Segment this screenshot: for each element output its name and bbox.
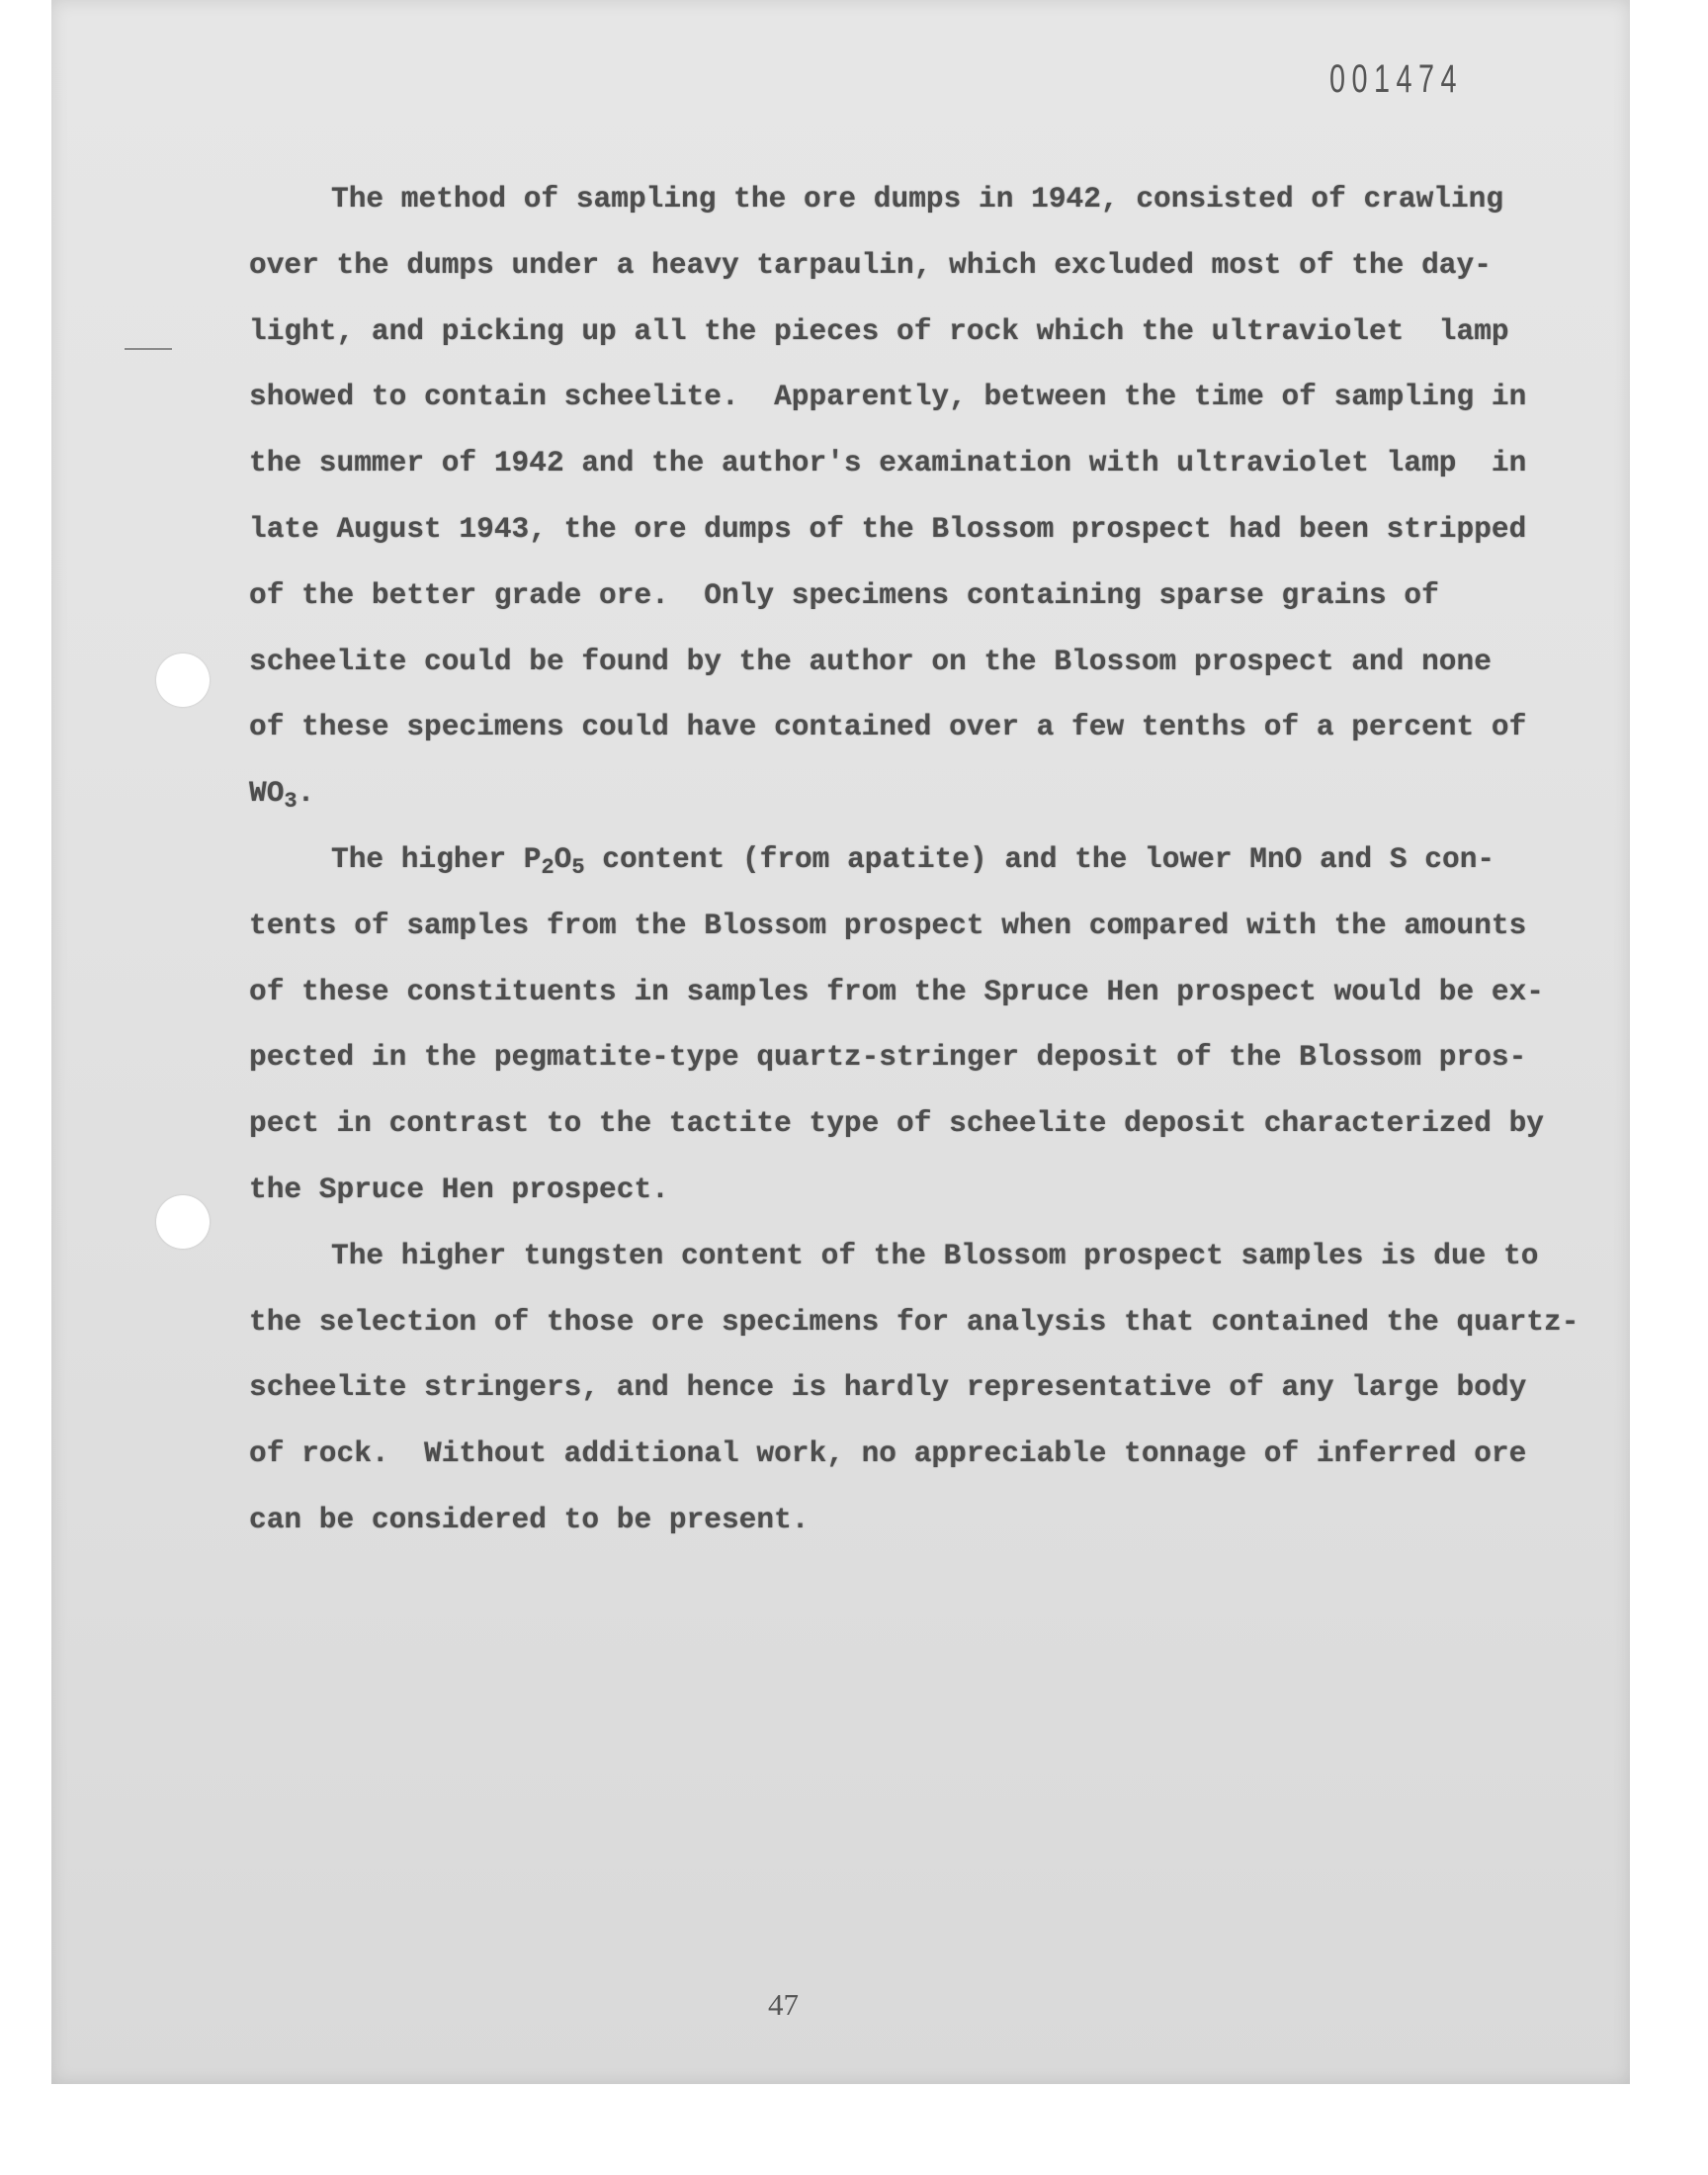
formula-line	[249, 760, 1514, 826]
formula-suffix: .	[297, 776, 315, 811]
document-body	[249, 166, 1580, 1553]
paragraph-3	[249, 1223, 1580, 1553]
text-line: light, and picking up all the pieces of rock which the ultraviolet lamp	[249, 313, 1509, 348]
text-line: tents of samples from the Blossom prospect when compared with the amounts	[249, 908, 1527, 942]
text-line: of rock. Without additional work, no appreciable tonnage of inferred ore	[249, 1436, 1527, 1471]
text-line: of these specimens could have contained over a few tenths of a percent of	[249, 710, 1527, 744]
text-line: the Spruce Hen prospect.	[249, 1172, 669, 1206]
formula-subscript: 3	[284, 789, 298, 815]
text-line: pected in the pegmatite-type quartz-stringer deposit of the Blossom pros-	[249, 1040, 1527, 1075]
formula-element: O	[554, 841, 572, 876]
text-line: of the better grade ore. Only specimens containing sparse grains of	[249, 577, 1439, 612]
text-prefix: The higher	[331, 841, 524, 876]
text-line: The higher tungsten content of the Blossom prospect samples is due to	[331, 1238, 1539, 1272]
text-line: scheelite stringers, and hence is hardly representative of any large body	[249, 1370, 1527, 1405]
text-line: over the dumps under a heavy tarpaulin, which excluded most of the day-	[249, 247, 1492, 282]
text-line: The method of sampling the ore dumps in 1942, consisted of crawling	[331, 182, 1504, 216]
punch-hole	[156, 1195, 210, 1249]
text-line: late August 1943, the ore dumps of the Blossom prospect had been stripped	[249, 511, 1527, 546]
document-number: 001474	[1329, 57, 1463, 101]
text-line: pect in contrast to the tactite type of scheelite deposit characterized by	[249, 1106, 1545, 1141]
punch-hole	[156, 653, 210, 707]
text-suffix: content (from apatite) and the lower MnO and S con-	[584, 841, 1495, 876]
text-line	[249, 826, 1514, 893]
text-line: can be considered to be present.	[249, 1502, 810, 1536]
formula-element: P	[523, 841, 542, 876]
formula-subscript: 2	[541, 854, 555, 880]
text-line: scheelite could be found by the author on the Blossom prospect and none	[249, 644, 1492, 678]
formula-subscript: 5	[571, 854, 585, 880]
paragraph-1	[249, 166, 1527, 826]
text-line: showed to contain scheelite. Apparently, between the time of sampling in	[249, 380, 1527, 414]
text-line: the selection of those ore specimens for analysis that contained the quartz-	[249, 1304, 1580, 1339]
margin-mark	[125, 348, 172, 350]
text-line: the summer of 1942 and the author's examination with ultraviolet lamp in	[249, 446, 1527, 480]
text-line: of these constituents in samples from the Spruce Hen prospect would be ex-	[249, 974, 1545, 1008]
formula-base: WO	[249, 776, 285, 811]
page-number: 47	[768, 1987, 799, 2022]
paragraph-2	[249, 826, 1545, 1223]
